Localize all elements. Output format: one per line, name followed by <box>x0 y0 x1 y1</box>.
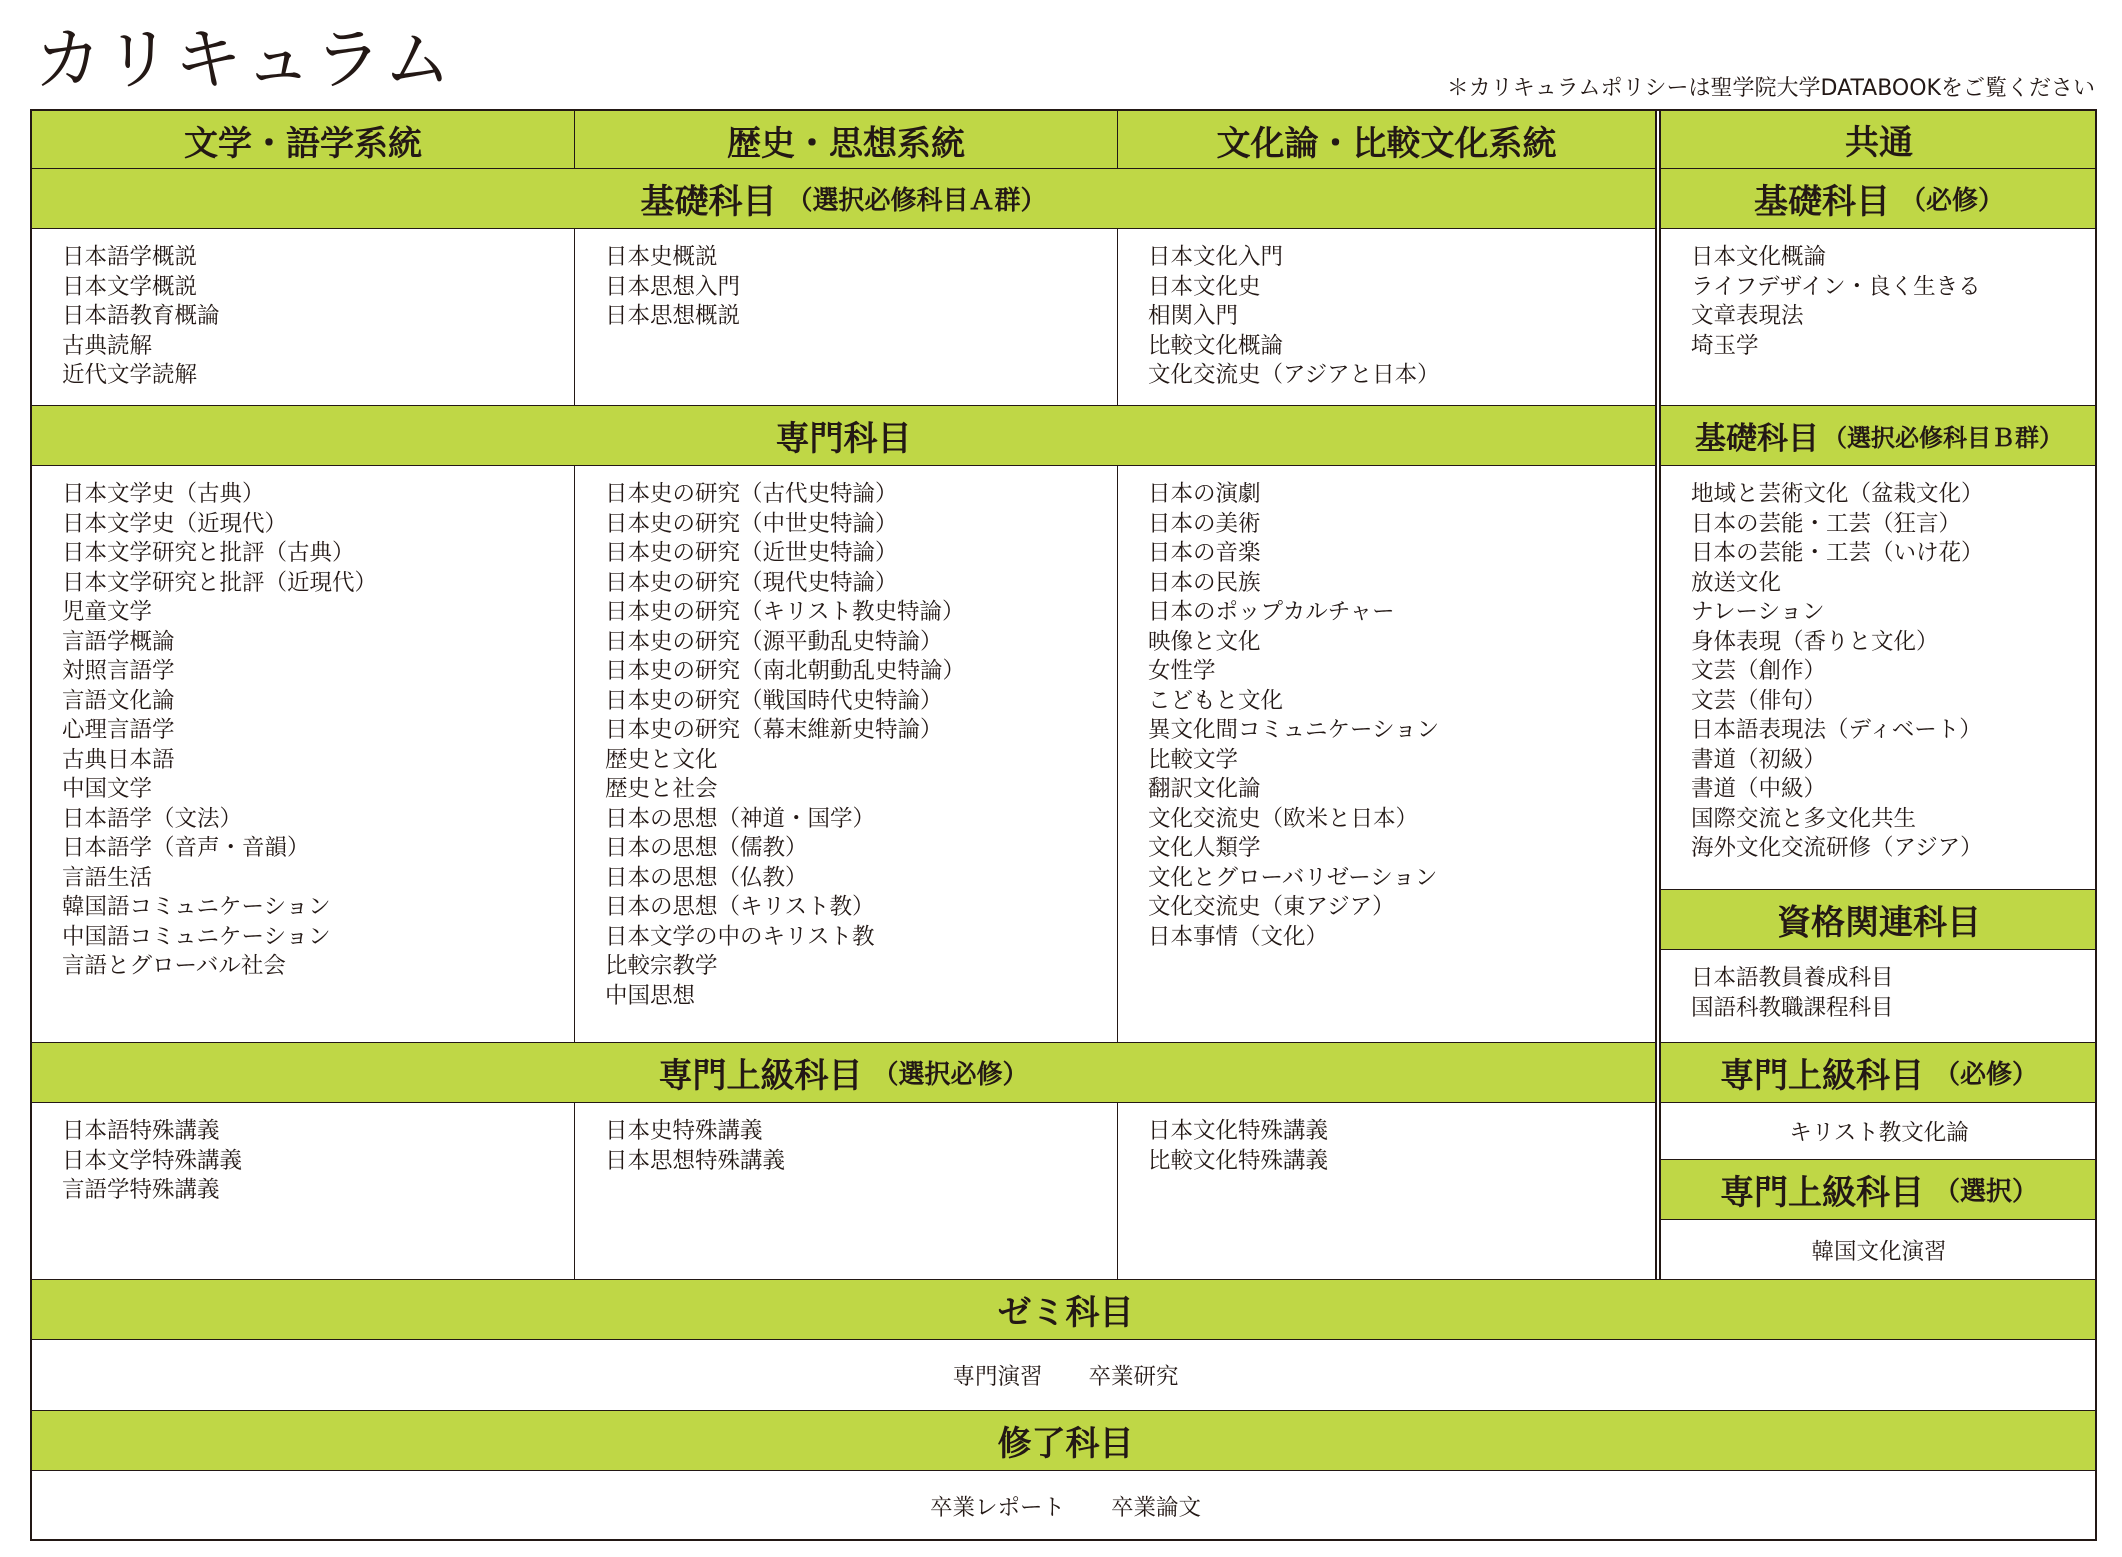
list-item: 日本史の研究（中世史特論） <box>605 510 898 537</box>
list-item: 海外文化交流研修（アジア） <box>1691 835 1983 861</box>
list-item: 日本語教員養成科目 <box>1691 965 1894 991</box>
common-column <box>1661 111 2097 1279</box>
common-advanced-required-sub: （必修） <box>1933 1060 2038 1090</box>
list-item: 映像と文化 <box>1148 628 1261 655</box>
list-item: 日本のポップカルチャー <box>1148 599 1395 625</box>
common-basic-b-title: 基礎科目 <box>1695 421 1819 457</box>
list-item: ライフデザイン・良く生きる <box>1691 273 1981 300</box>
list-item: 書道（中級） <box>1691 776 1827 802</box>
list-item: 中国文学 <box>62 776 153 802</box>
list-item: 日本の音楽 <box>1148 540 1261 566</box>
list-item: 日本の思想（儒教） <box>605 835 808 861</box>
curriculum-table <box>30 109 2097 1541</box>
list-item: 日本語学（文法） <box>62 805 243 832</box>
list-item: 日本の思想（仏教） <box>605 864 808 891</box>
basic-cell-literature <box>32 229 575 405</box>
common-qualification-band <box>1661 889 2097 950</box>
list-item: 日本文化史 <box>1148 273 1261 300</box>
list-item: 日本文学研究と批評（古典） <box>62 540 355 566</box>
list-item: 近代文学読解 <box>62 362 198 388</box>
list-item: 古典読解 <box>62 332 153 359</box>
specialized-subjects-title: 専門科目 <box>775 419 912 459</box>
basic-subjects-title: 基礎科目 <box>640 182 777 222</box>
list-item: 日本史の研究（近世史特論） <box>605 540 898 566</box>
seminar-cell <box>32 1340 2097 1410</box>
list-item: 日本思想入門 <box>605 273 741 300</box>
list-item: 日本史特殊講義 <box>605 1118 763 1144</box>
common-basic-required-sub: （必修） <box>1899 186 2004 216</box>
list-item: 中国思想 <box>605 982 696 1009</box>
databook-note: ＊カリキュラムポリシーは聖学院大学DATABOOKをご覧ください <box>1446 76 2095 101</box>
column-divider <box>1655 111 1661 1279</box>
common-basic-required-title: 基礎科目 <box>1753 182 1890 222</box>
list-item: キリスト教文化論 <box>1789 1120 1969 1146</box>
list-item: 日本事情（文化） <box>1148 923 1329 950</box>
common-basic-b-band <box>1661 405 2097 466</box>
list-item: 日本史の研究（南北朝動乱史特論） <box>605 658 966 684</box>
list-item: 文章表現法 <box>1691 303 1804 329</box>
common-advanced-required-title: 専門上級科目 <box>1719 1056 1924 1096</box>
completion-cell <box>32 1471 2097 1541</box>
list-item: 日本文学研究と批評（近現代） <box>62 569 378 596</box>
advanced-subjects-title: 専門上級科目 <box>658 1056 863 1096</box>
column-header-literature: 文学・語学系統 <box>32 111 575 169</box>
specialized-cell-literature <box>32 466 575 1042</box>
list-item: 比較文化特殊講義 <box>1148 1147 1329 1174</box>
common-advanced-required-cell <box>1661 1103 2097 1159</box>
list-item: 日本文学特殊講義 <box>62 1147 243 1174</box>
common-header <box>1661 111 2097 169</box>
list-item: 相関入門 <box>1148 303 1239 329</box>
list-item: 日本文学史（近現代） <box>62 510 288 537</box>
list-item: 卒業研究 <box>1088 1364 1179 1390</box>
list-item: 歴史と社会 <box>605 776 718 802</box>
list-item: 日本文化概論 <box>1691 244 1827 270</box>
basic-cell-culture <box>1118 229 1655 405</box>
list-item: 文化交流史（欧米と日本） <box>1148 805 1419 832</box>
list-item: 日本語教育概論 <box>62 303 220 329</box>
list-item: 日本思想特殊講義 <box>605 1147 786 1174</box>
common-advanced-required-band <box>1661 1042 2097 1103</box>
list-item: 文化人類学 <box>1148 835 1261 861</box>
list-item: 文芸（創作） <box>1691 658 1827 684</box>
completion-band <box>32 1410 2097 1471</box>
common-qualification-cell <box>1661 950 2097 1042</box>
list-item: 比較文学 <box>1148 746 1239 773</box>
list-item: 翻訳文化論 <box>1148 776 1261 802</box>
specialized-subjects-band <box>32 405 1655 466</box>
list-item: 卒業レポート <box>929 1495 1065 1521</box>
list-item: こどもと文化 <box>1148 687 1284 714</box>
list-item: 日本史概説 <box>605 244 718 270</box>
list-item: 比較宗教学 <box>605 953 718 979</box>
list-item: 文化交流史（東アジア） <box>1148 894 1395 920</box>
advanced-cell-literature <box>32 1103 575 1279</box>
list-item: 文化交流史（アジアと日本） <box>1148 362 1440 388</box>
list-item: 日本の芸能・工芸（狂言） <box>1691 510 1962 537</box>
list-item: 日本語特殊講義 <box>62 1118 220 1144</box>
column-header-history: 歴史・思想系統 <box>575 111 1118 169</box>
common-basic-required-band <box>1661 168 2097 229</box>
list-item: 埼玉学 <box>1691 332 1759 359</box>
list-item: 古典日本語 <box>62 746 175 773</box>
list-item: 日本文化特殊講義 <box>1148 1118 1329 1144</box>
list-item: 卒業論文 <box>1111 1495 1202 1521</box>
advanced-subjects-band <box>32 1042 1655 1103</box>
common-basic-b-cell <box>1661 466 2097 882</box>
list-item: 放送文化 <box>1691 569 1782 596</box>
list-item: 中国語コミュニケーション <box>62 923 331 950</box>
list-item: 文芸（俳句） <box>1691 687 1827 714</box>
common-header-label: 共通 <box>1845 123 1913 163</box>
basic-cell-history <box>575 229 1118 405</box>
basic-subjects-sub: （選択必修科目Ａ群） <box>786 186 1047 216</box>
list-item: 日本語表現法（ディベート） <box>1691 717 1982 743</box>
list-item: 日本の芸能・工芸（いけ花） <box>1691 540 1984 566</box>
list-item: 対照言語学 <box>62 658 175 684</box>
list-item: 専門演習 <box>952 1364 1043 1390</box>
list-item: 言語生活 <box>62 864 153 891</box>
list-item: 日本文化入門 <box>1148 244 1284 270</box>
list-item: 日本史の研究（源平動乱史特論） <box>605 628 943 655</box>
list-item: 日本文学概説 <box>62 273 198 300</box>
list-item: 身体表現（香りと文化） <box>1691 628 1939 655</box>
list-item: 文化とグローバリゼーション <box>1148 864 1438 891</box>
list-item: 日本史の研究（戦国時代史特論） <box>605 687 943 714</box>
list-item: ナレーション <box>1691 599 1825 625</box>
common-advanced-elective-sub: （選択） <box>1933 1177 2038 1207</box>
list-item: 日本文学の中のキリスト教 <box>605 923 875 950</box>
list-item: 日本の演劇 <box>1148 481 1261 507</box>
list-item: 日本思想概説 <box>605 303 741 329</box>
list-item: 心理言語学 <box>62 717 175 743</box>
page-title: カリキュラム <box>34 21 454 100</box>
completion-title: 修了科目 <box>997 1424 1134 1464</box>
list-item: 言語とグローバル社会 <box>62 953 286 979</box>
list-item: 日本語学概説 <box>62 244 198 270</box>
column-header-culture: 文化論・比較文化系統 <box>1216 123 1557 164</box>
basic-subjects-band <box>32 168 1655 229</box>
list-item: 日本の民族 <box>1148 569 1261 596</box>
seminar-title: ゼミ科目 <box>997 1293 1134 1333</box>
seminar-band <box>32 1279 2097 1340</box>
specialized-cell-history <box>575 466 1118 1042</box>
list-item: 国語科教職課程科目 <box>1691 994 1894 1021</box>
list-item: 言語学特殊講義 <box>62 1177 220 1203</box>
advanced-subjects-sub: （選択必修） <box>872 1060 1029 1090</box>
specialized-cell-culture <box>1118 466 1655 1042</box>
common-advanced-elective-cell <box>1661 1220 2097 1279</box>
advanced-cell-history <box>575 1103 1118 1279</box>
list-item: 異文化間コミュニケーション <box>1148 717 1440 743</box>
common-basic-b-sub: （選択必修科目Ｂ群） <box>1823 424 2063 452</box>
list-item: 日本史の研究（現代史特論） <box>605 569 898 596</box>
list-item: 比較文化概論 <box>1148 332 1284 359</box>
common-advanced-elective-title: 専門上級科目 <box>1719 1173 1924 1213</box>
list-item: 日本の美術 <box>1148 510 1261 537</box>
list-item: 日本文学史（古典） <box>62 481 265 507</box>
advanced-cell-culture <box>1118 1103 1655 1279</box>
list-item: 日本の思想（キリスト教） <box>605 894 875 920</box>
list-item: 日本語学（音声・音韻） <box>62 835 310 861</box>
list-item: 歴史と文化 <box>605 746 718 773</box>
list-item: 地域と芸術文化（盆栽文化） <box>1691 481 1984 507</box>
list-item: 日本史の研究（古代史特論） <box>605 481 898 507</box>
list-item: 日本の思想（神道・国学） <box>605 805 876 832</box>
common-basic-required-cell <box>1661 229 2097 405</box>
common-qualification-title: 資格関連科目 <box>1777 903 1981 943</box>
list-item: 韓国語コミュニケーション <box>62 894 331 920</box>
list-item: 日本史の研究（幕末維新史特論） <box>605 717 943 743</box>
list-item: 韓国文化演習 <box>1811 1238 1947 1265</box>
list-item: 児童文学 <box>62 599 153 625</box>
common-advanced-elective-band <box>1661 1159 2097 1220</box>
list-item: 書道（初級） <box>1691 746 1827 773</box>
list-item: 女性学 <box>1148 658 1216 684</box>
list-item: 国際交流と多文化共生 <box>1691 805 1917 832</box>
list-item: 言語文化論 <box>62 687 175 714</box>
list-item: 日本史の研究（キリスト教史特論） <box>605 599 965 625</box>
list-item: 言語学概論 <box>62 628 175 655</box>
